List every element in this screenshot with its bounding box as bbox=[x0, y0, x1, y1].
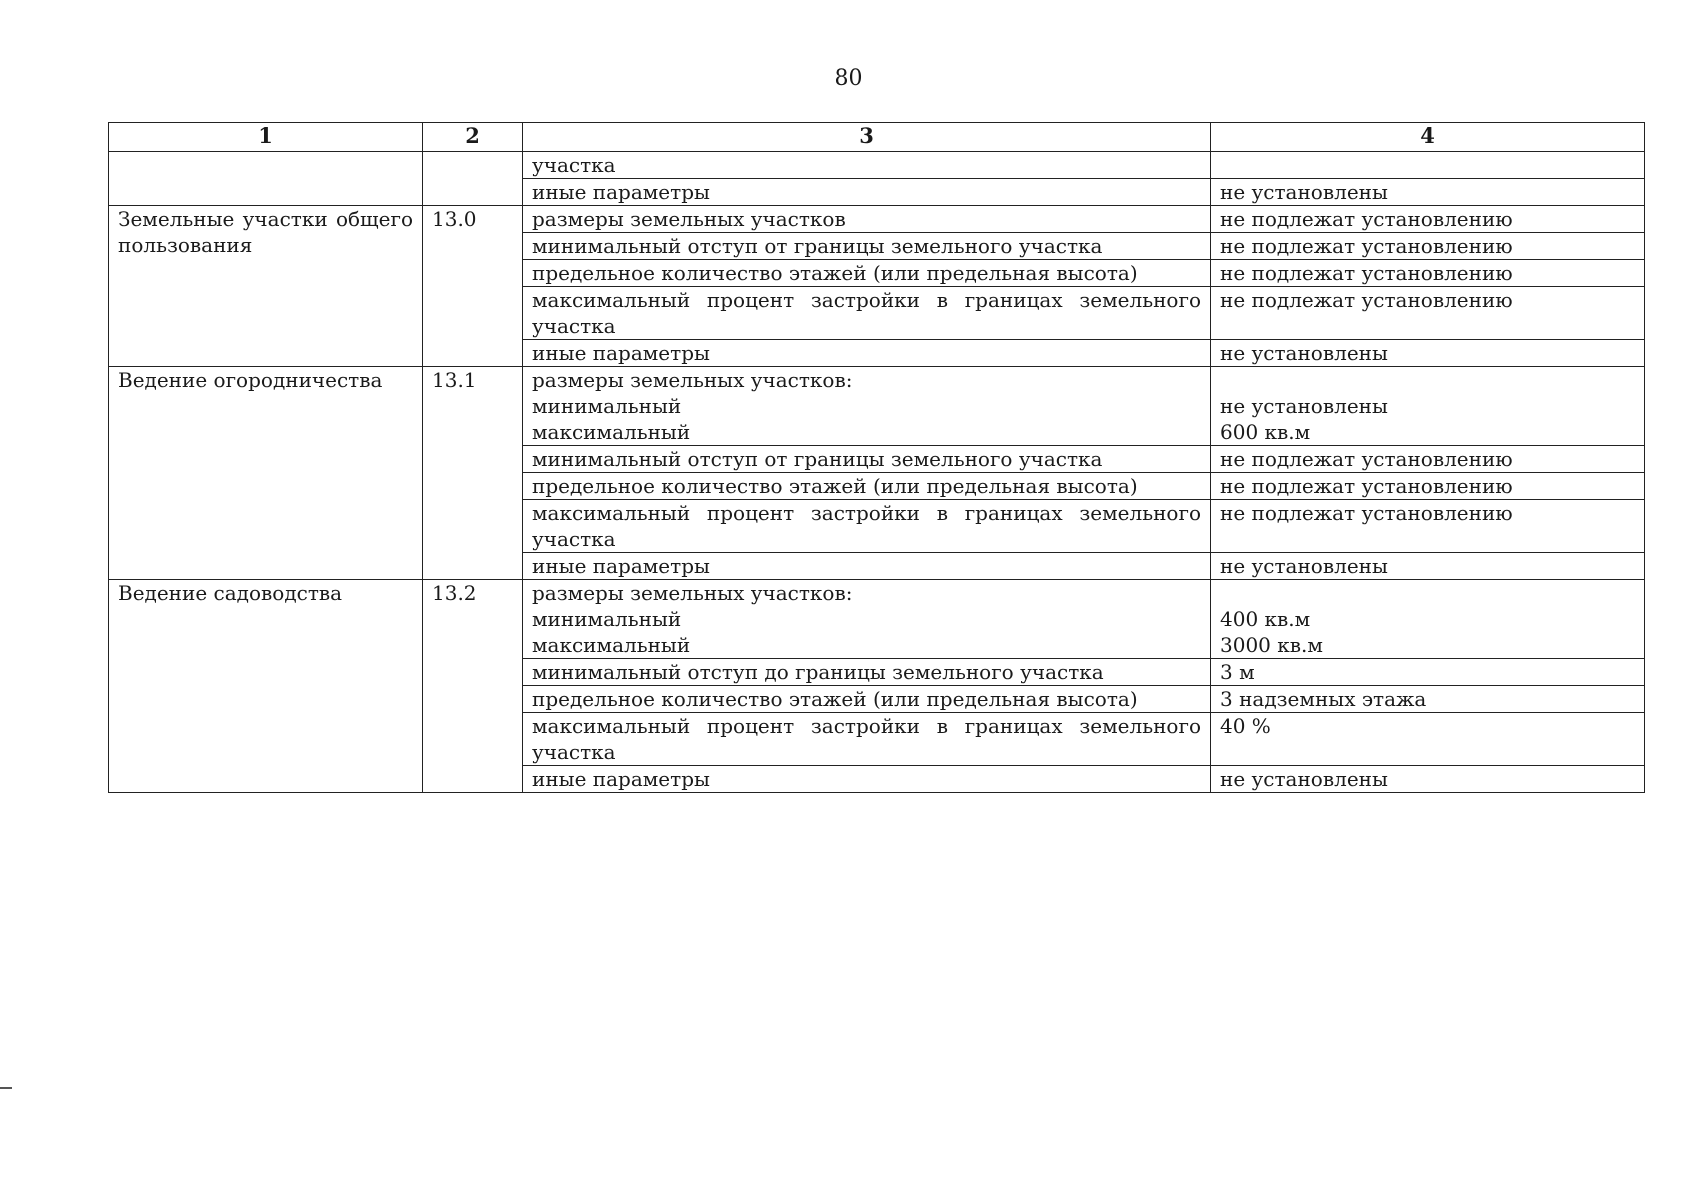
value-cell bbox=[1211, 367, 1645, 446]
param-cell: максимальный процент застройки в границах земельного участка bbox=[523, 287, 1211, 340]
value-cell: 3 надземных этажа bbox=[1211, 686, 1645, 713]
column-header-4: 4 bbox=[1211, 123, 1645, 152]
value-cell: не установлены bbox=[1211, 340, 1645, 367]
param-cell: иные параметры bbox=[523, 179, 1211, 206]
param-cell: предельное количество этажей (или предельная высота) bbox=[523, 473, 1211, 500]
column-header-3: 3 bbox=[523, 123, 1211, 152]
group-name-cell: Ведение огородничества bbox=[109, 367, 423, 580]
value-cell: не подлежат установлению bbox=[1211, 233, 1645, 260]
param-cell bbox=[523, 367, 1211, 446]
regulations-table bbox=[108, 122, 1645, 793]
param-cell: участка bbox=[523, 152, 1211, 179]
page-number: 80 bbox=[834, 66, 863, 91]
sizes-min-value: 400 кв.м bbox=[1220, 607, 1311, 631]
sizes-param-label: размеры земельных участков: bbox=[532, 368, 853, 392]
param-cell bbox=[523, 580, 1211, 659]
table-row bbox=[109, 367, 1645, 446]
continuation-code-cell bbox=[423, 152, 523, 206]
param-cell: размеры земельных участков bbox=[523, 206, 1211, 233]
value-cell: 40 % bbox=[1211, 713, 1645, 766]
column-header-1: 1 bbox=[109, 123, 423, 152]
value-cell: не подлежат установлению bbox=[1211, 473, 1645, 500]
sizes-max-value: 3000 кв.м bbox=[1220, 633, 1323, 657]
sizes-max-label: максимальный bbox=[532, 633, 691, 657]
header-row bbox=[109, 123, 1645, 152]
value-cell bbox=[1211, 580, 1645, 659]
value-cell: не установлены bbox=[1211, 179, 1645, 206]
value-cell: не подлежат установлению bbox=[1211, 206, 1645, 233]
group-code-cell: 13.1 bbox=[423, 367, 523, 580]
param-cell: иные параметры bbox=[523, 766, 1211, 793]
param-cell: минимальный отступ от границы земельного участка bbox=[523, 233, 1211, 260]
value-cell: не установлены bbox=[1211, 766, 1645, 793]
param-cell: минимальный отступ от границы земельного участка bbox=[523, 446, 1211, 473]
column-header-2: 2 bbox=[423, 123, 523, 152]
table-row bbox=[109, 152, 1645, 179]
sizes-min-label: минимальный bbox=[532, 394, 682, 418]
sizes-min-label: минимальный bbox=[532, 607, 682, 631]
param-cell: иные параметры bbox=[523, 340, 1211, 367]
param-cell: предельное количество этажей (или предельная высота) bbox=[523, 260, 1211, 287]
scan-edge-mark bbox=[0, 1087, 12, 1089]
table-row bbox=[109, 580, 1645, 659]
table-row bbox=[109, 206, 1645, 233]
group-name-cell: Ведение садоводства bbox=[109, 580, 423, 793]
sizes-param-label: размеры земельных участков: bbox=[532, 581, 853, 605]
value-cell: не подлежат установлению bbox=[1211, 287, 1645, 340]
value-cell: 3 м bbox=[1211, 659, 1645, 686]
continuation-name-cell bbox=[109, 152, 423, 206]
sizes-max-value: 600 кв.м bbox=[1220, 420, 1311, 444]
group-code-cell: 13.2 bbox=[423, 580, 523, 793]
param-cell: минимальный отступ до границы земельного участка bbox=[523, 659, 1211, 686]
value-cell bbox=[1211, 152, 1645, 179]
value-cell: не подлежат установлению bbox=[1211, 500, 1645, 553]
param-cell: предельное количество этажей (или предельная высота) bbox=[523, 686, 1211, 713]
group-code-cell: 13.0 bbox=[423, 206, 523, 367]
sizes-max-label: максимальный bbox=[532, 420, 691, 444]
sizes-min-value: не установлены bbox=[1220, 394, 1388, 418]
value-cell: не подлежат установлению bbox=[1211, 260, 1645, 287]
spacer bbox=[1220, 367, 1635, 393]
param-cell: максимальный процент застройки в границах земельного участка bbox=[523, 713, 1211, 766]
group-name-cell: Земельные участки общего пользования bbox=[109, 206, 423, 367]
param-cell: максимальный процент застройки в границах земельного участка bbox=[523, 500, 1211, 553]
value-cell: не подлежат установлению bbox=[1211, 446, 1645, 473]
value-cell: не установлены bbox=[1211, 553, 1645, 580]
param-cell: иные параметры bbox=[523, 553, 1211, 580]
spacer bbox=[1220, 580, 1635, 606]
